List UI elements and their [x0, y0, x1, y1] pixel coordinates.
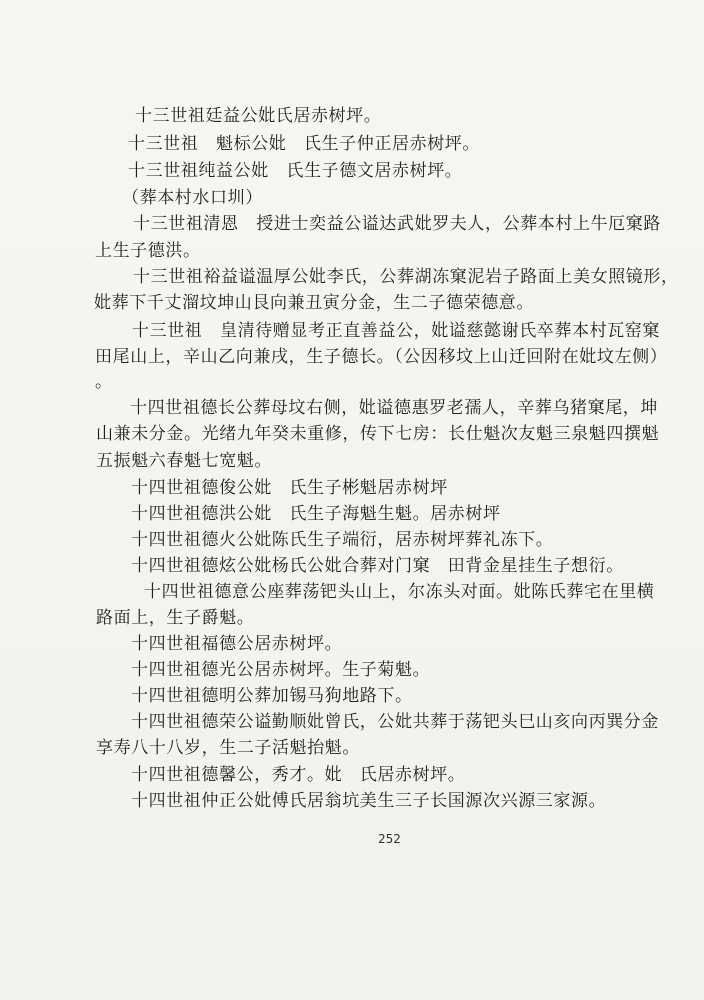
text-line: 享寿八十八岁，生二子活魁抬魁。: [96, 738, 360, 758]
text-line: 十四世祖德意公座葬荡钯头山上，尔冻头对面。妣陈氏葬宅在里横: [144, 582, 655, 602]
text-line: 路面上，生子爵魁。: [96, 608, 255, 628]
text-line: 十四世祖德炫公妣杨氏公妣合葬对门窠 田背金星挂生子想衍。: [131, 556, 624, 576]
text-line: 十三世祖纯益公妣 氏生子德文居赤树坪。: [128, 161, 463, 181]
text-line: 十四世祖德明公葬加锡马狗地路下。: [131, 686, 413, 706]
text-line: 十四世祖福德公居赤树坪。: [131, 634, 343, 654]
text-line: 十四世祖德洪公妣 氏生子海魁生魁。居赤树坪: [131, 504, 501, 524]
text-line: 上生子德洪。: [95, 241, 201, 261]
text-line: 十三世祖裕益谥温厚公妣李氏，公葬湖冻窠泥岩子路面上美女照镜形，: [133, 267, 679, 287]
text-line: 五振魁六春魁七宽魁。: [96, 451, 272, 471]
text-line: 。: [95, 372, 113, 392]
text-line: 田尾山上，辛山乙向兼戌，生子德长。（公因移坟上山迁回附在妣坟左侧）: [95, 347, 668, 367]
text-line: 十三世祖廷益公妣氏居赤树坪。: [135, 106, 382, 126]
page-number: 252: [378, 832, 401, 846]
text-line: 十三世祖 皇清待赠显考正直善益公，妣谥慈懿谢氏卒葬本村瓦窑窠: [132, 321, 660, 341]
text-line: 十三世祖清恩 授进士奕益公谥达武妣罗夫人，公葬本村上牛厄窠路: [133, 214, 661, 234]
text-line: 十四世祖仲正公妣傅氏居翁坑美生三子长国源次兴源三家源。: [131, 791, 607, 811]
text-line: 十四世祖德馨公，秀才。妣 氏居赤树坪。: [131, 765, 466, 785]
text-line: 十四世祖德火公妣陈氏生子端衍，居赤树坪葬礼冻下。: [131, 530, 554, 550]
text-line: 十四世祖德荣公谥勤顺妣曾氏，公妣共葬于荡钯头巳山亥向丙巽分金: [131, 712, 659, 732]
text-line: 山兼未分金。光绪九年癸未重修，传下七房：长仕魁次友魁三泉魁四撰魁: [96, 424, 660, 444]
text-line: 妣葬下千丈溜坟坤山艮向兼丑寅分金，生二子德荣德意。: [94, 293, 534, 313]
text-line: （葬本村水口圳）: [122, 188, 263, 208]
text-line: 十四世祖德长公葬母坟右侧，妣谥德惠罗老孺人，辛葬乌猪窠尾，坤: [130, 398, 658, 418]
text-line: 十三世祖 魁标公妣 氏生子仲正居赤树坪。: [128, 134, 480, 154]
text-line: 十四世祖德俊公妣 氏生子彬魁居赤树坪: [131, 478, 448, 498]
text-line: 十四世祖德光公居赤树坪。生子菊魁。: [131, 660, 431, 680]
